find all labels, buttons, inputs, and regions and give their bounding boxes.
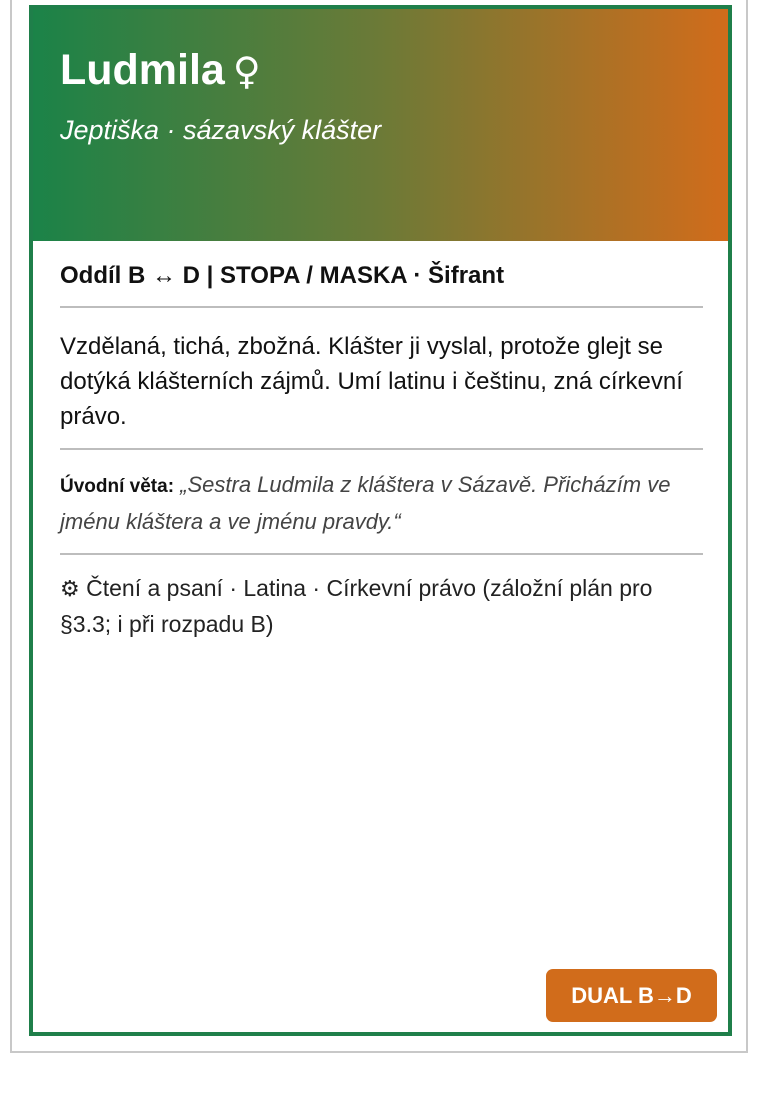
character-description: Vzdělaná, tichá, zbožná. Klášter ji vyslal, protože glejt se dotýká klášterních zájmů. Umí latinu i češtinu, zná církevní právo. — [60, 333, 683, 430]
card-body — [60, 241, 703, 642]
character-name-line — [60, 45, 261, 96]
divider — [60, 553, 703, 555]
intro-text: „Sestra Ludmila z kláštera v Sázavě. Přicházím ve jménu kláštera a ve jménu pravdy.“ — [60, 472, 671, 534]
section-info: Oddíl B ↔ D | STOPA / MASKA · Šifrant — [60, 262, 505, 289]
female-symbol-icon: ♀ — [232, 49, 261, 93]
divider — [60, 448, 703, 450]
intro-line — [60, 467, 703, 539]
character-card — [29, 5, 732, 1036]
dual-badge: DUAL B→D — [546, 969, 717, 1022]
divider — [60, 306, 703, 308]
character-subtitle: Jeptiška · sázavský klášter — [60, 115, 382, 145]
intro-label: Úvodní věta: — [60, 476, 175, 497]
skills-line — [60, 571, 703, 642]
card-header — [33, 9, 728, 241]
skills-text: Čtení a psaní · Latina · Církevní právo (záložní plán pro §3.3; i při rozpadu B) — [60, 575, 653, 637]
gear-icon: ⚙ — [60, 577, 80, 602]
character-name: Ludmila — [60, 46, 225, 94]
